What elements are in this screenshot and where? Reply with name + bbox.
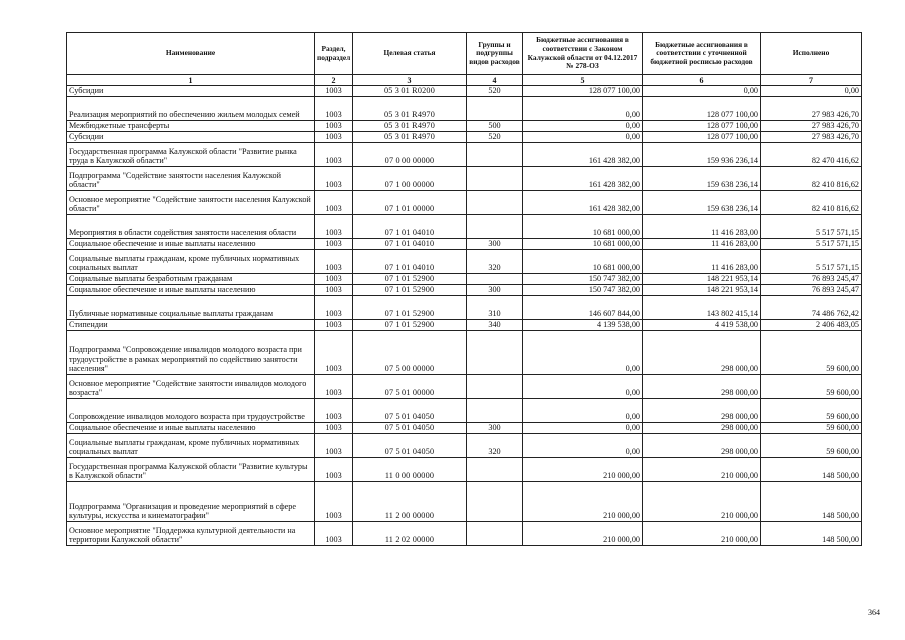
cell-name: Мероприятия в области содействия занятости населения области bbox=[67, 215, 315, 239]
header-razdel: Раздел, подраздел bbox=[315, 33, 353, 75]
cell-ispolneno: 5 517 571,15 bbox=[761, 250, 862, 274]
table-row bbox=[67, 375, 862, 399]
cell-assign-spec: 298 000,00 bbox=[643, 399, 761, 423]
cell-celevaya: 05 3 01 R4970 bbox=[353, 132, 467, 143]
cell-assign-spec: 159 638 236,14 bbox=[643, 191, 761, 215]
cell-assign-law: 128 077 100,00 bbox=[523, 86, 643, 97]
cell-ispolneno: 2 406 483,05 bbox=[761, 320, 862, 331]
cell-ispolneno: 59 600,00 bbox=[761, 375, 862, 399]
cell-ispolneno: 76 893 245,47 bbox=[761, 285, 862, 296]
column-number: 2 bbox=[315, 75, 353, 86]
header-name: Наименование bbox=[67, 33, 315, 75]
cell-celevaya: 07 1 01 04010 bbox=[353, 239, 467, 250]
cell-gruppa bbox=[467, 375, 523, 399]
table-row bbox=[67, 482, 862, 522]
cell-name: Социальное обеспечение и иные выплаты населению bbox=[67, 239, 315, 250]
cell-assign-law: 150 747 382,00 bbox=[523, 285, 643, 296]
cell-assign-spec: 148 221 953,14 bbox=[643, 274, 761, 285]
cell-assign-spec: 11 416 283,00 bbox=[643, 215, 761, 239]
cell-gruppa: 340 bbox=[467, 320, 523, 331]
cell-assign-spec: 128 077 100,00 bbox=[643, 97, 761, 121]
cell-gruppa bbox=[467, 331, 523, 375]
table-row bbox=[67, 331, 862, 375]
cell-ispolneno: 82 410 816,62 bbox=[761, 191, 862, 215]
cell-razdel: 1003 bbox=[315, 215, 353, 239]
column-number: 7 bbox=[761, 75, 862, 86]
cell-gruppa bbox=[467, 399, 523, 423]
cell-gruppa: 520 bbox=[467, 132, 523, 143]
cell-assign-spec: 128 077 100,00 bbox=[643, 121, 761, 132]
cell-gruppa bbox=[467, 458, 523, 482]
cell-celevaya: 07 1 01 04010 bbox=[353, 215, 467, 239]
cell-name: Социальные выплаты безработным гражданам bbox=[67, 274, 315, 285]
cell-assign-spec: 159 638 236,14 bbox=[643, 167, 761, 191]
cell-name: Субсидии bbox=[67, 132, 315, 143]
cell-gruppa bbox=[467, 143, 523, 167]
cell-razdel: 1003 bbox=[315, 285, 353, 296]
table-row bbox=[67, 97, 862, 121]
cell-assign-law: 0,00 bbox=[523, 375, 643, 399]
cell-assign-law: 4 139 538,00 bbox=[523, 320, 643, 331]
cell-name: Сопровождение инвалидов молодого возраста при трудоустройстве bbox=[67, 399, 315, 423]
cell-ispolneno: 76 893 245,47 bbox=[761, 274, 862, 285]
cell-name: Основное мероприятие "Содействие занятости населения Калужской области" bbox=[67, 191, 315, 215]
table-row bbox=[67, 434, 862, 458]
cell-razdel: 1003 bbox=[315, 97, 353, 121]
cell-celevaya: 07 5 01 04050 bbox=[353, 434, 467, 458]
header-ispolneno: Исполнено bbox=[761, 33, 862, 75]
table-row bbox=[67, 191, 862, 215]
header-row bbox=[67, 33, 862, 75]
cell-gruppa bbox=[467, 215, 523, 239]
cell-name: Стипендии bbox=[67, 320, 315, 331]
cell-celevaya: 07 5 00 00000 bbox=[353, 331, 467, 375]
header-gruppy: Группы и подгруппы видов расходов bbox=[467, 33, 523, 75]
cell-razdel: 1003 bbox=[315, 399, 353, 423]
cell-assign-spec: 143 802 415,14 bbox=[643, 296, 761, 320]
cell-assign-spec: 298 000,00 bbox=[643, 423, 761, 434]
cell-celevaya: 07 5 01 04050 bbox=[353, 423, 467, 434]
cell-name: Основное мероприятие "Содействие занятости инвалидов молодого возраста" bbox=[67, 375, 315, 399]
table-row bbox=[67, 399, 862, 423]
cell-assign-spec: 298 000,00 bbox=[643, 434, 761, 458]
cell-name: Государственная программа Калужской области "Развитие культуры в Калужской области" bbox=[67, 458, 315, 482]
cell-ispolneno: 27 983 426,70 bbox=[761, 121, 862, 132]
cell-ispolneno: 59 600,00 bbox=[761, 423, 862, 434]
column-number-row bbox=[67, 75, 862, 86]
cell-gruppa: 300 bbox=[467, 423, 523, 434]
cell-celevaya: 07 1 01 52900 bbox=[353, 296, 467, 320]
cell-assign-law: 210 000,00 bbox=[523, 482, 643, 522]
cell-celevaya: 05 3 01 R0200 bbox=[353, 86, 467, 97]
cell-razdel: 1003 bbox=[315, 239, 353, 250]
cell-assign-spec: 4 419 538,00 bbox=[643, 320, 761, 331]
table-row bbox=[67, 285, 862, 296]
table-row bbox=[67, 86, 862, 97]
table-row bbox=[67, 215, 862, 239]
cell-ispolneno: 148 500,00 bbox=[761, 522, 862, 546]
cell-celevaya: 07 5 01 04050 bbox=[353, 399, 467, 423]
cell-razdel: 1003 bbox=[315, 167, 353, 191]
cell-assign-law: 210 000,00 bbox=[523, 522, 643, 546]
cell-celevaya: 07 1 01 52900 bbox=[353, 274, 467, 285]
cell-gruppa: 500 bbox=[467, 121, 523, 132]
cell-assign-spec: 210 000,00 bbox=[643, 458, 761, 482]
cell-gruppa bbox=[467, 97, 523, 121]
cell-assign-law: 161 428 382,00 bbox=[523, 167, 643, 191]
cell-gruppa: 300 bbox=[467, 239, 523, 250]
table-row bbox=[67, 250, 862, 274]
table-row bbox=[67, 320, 862, 331]
table-row bbox=[67, 132, 862, 143]
cell-ispolneno: 74 486 762,42 bbox=[761, 296, 862, 320]
cell-name: Социальное обеспечение и иные выплаты населению bbox=[67, 423, 315, 434]
cell-razdel: 1003 bbox=[315, 331, 353, 375]
column-number: 1 bbox=[67, 75, 315, 86]
cell-razdel: 1003 bbox=[315, 458, 353, 482]
cell-name: Подпрограмма "Организация и проведение мероприятий в сфере культуры, искусства и кинематографии" bbox=[67, 482, 315, 522]
cell-name: Подпрограмма "Сопровождение инвалидов молодого возраста при трудоустройстве в рамках мероприятий по содействию занятости населения" bbox=[67, 331, 315, 375]
cell-ispolneno: 0,00 bbox=[761, 86, 862, 97]
cell-ispolneno: 59 600,00 bbox=[761, 434, 862, 458]
cell-assign-law: 146 607 844,00 bbox=[523, 296, 643, 320]
cell-celevaya: 07 1 01 52900 bbox=[353, 320, 467, 331]
cell-assign-law: 161 428 382,00 bbox=[523, 143, 643, 167]
table-row bbox=[67, 296, 862, 320]
cell-name: Межбюджетные трансферты bbox=[67, 121, 315, 132]
cell-assign-law: 0,00 bbox=[523, 434, 643, 458]
cell-name: Социальные выплаты гражданам, кроме публичных нормативных социальных выплат bbox=[67, 434, 315, 458]
cell-celevaya: 07 1 01 04010 bbox=[353, 250, 467, 274]
cell-razdel: 1003 bbox=[315, 191, 353, 215]
cell-assign-law: 10 681 000,00 bbox=[523, 215, 643, 239]
cell-celevaya: 07 5 01 00000 bbox=[353, 375, 467, 399]
column-number: 6 bbox=[643, 75, 761, 86]
cell-ispolneno: 148 500,00 bbox=[761, 482, 862, 522]
cell-ispolneno: 59 600,00 bbox=[761, 331, 862, 375]
cell-assign-spec: 11 416 283,00 bbox=[643, 239, 761, 250]
cell-assign-law: 0,00 bbox=[523, 97, 643, 121]
cell-celevaya: 07 1 00 00000 bbox=[353, 167, 467, 191]
cell-celevaya: 07 0 00 00000 bbox=[353, 143, 467, 167]
cell-gruppa: 310 bbox=[467, 296, 523, 320]
cell-name: Публичные нормативные социальные выплаты гражданам bbox=[67, 296, 315, 320]
cell-assign-law: 0,00 bbox=[523, 331, 643, 375]
cell-assign-law: 0,00 bbox=[523, 132, 643, 143]
cell-gruppa: 320 bbox=[467, 250, 523, 274]
cell-assign-spec: 298 000,00 bbox=[643, 331, 761, 375]
cell-razdel: 1003 bbox=[315, 320, 353, 331]
budget-table bbox=[66, 32, 862, 546]
cell-celevaya: 05 3 01 R4970 bbox=[353, 97, 467, 121]
header-assign-spec: Бюджетные ассигнования в соответствии с уточненной бюджетной росписью расходов bbox=[643, 33, 761, 75]
column-number: 4 bbox=[467, 75, 523, 86]
table-row bbox=[67, 121, 862, 132]
cell-ispolneno: 59 600,00 bbox=[761, 399, 862, 423]
cell-celevaya: 05 3 01 R4970 bbox=[353, 121, 467, 132]
cell-assign-spec: 210 000,00 bbox=[643, 522, 761, 546]
cell-razdel: 1003 bbox=[315, 143, 353, 167]
cell-razdel: 1003 bbox=[315, 121, 353, 132]
cell-name: Реализация мероприятий по обеспечению жильем молодых семей bbox=[67, 97, 315, 121]
table-row bbox=[67, 143, 862, 167]
cell-assign-law: 150 747 382,00 bbox=[523, 274, 643, 285]
table-row bbox=[67, 423, 862, 434]
table-row bbox=[67, 458, 862, 482]
cell-assign-law: 0,00 bbox=[523, 121, 643, 132]
column-number: 5 bbox=[523, 75, 643, 86]
cell-ispolneno: 27 983 426,70 bbox=[761, 132, 862, 143]
cell-ispolneno: 148 500,00 bbox=[761, 458, 862, 482]
cell-gruppa: 520 bbox=[467, 86, 523, 97]
cell-razdel: 1003 bbox=[315, 423, 353, 434]
cell-name: Основное мероприятие "Поддержка культурной деятельности на территории Калужской области" bbox=[67, 522, 315, 546]
cell-assign-spec: 148 221 953,14 bbox=[643, 285, 761, 296]
cell-name: Подпрограмма "Содействие занятости населения Калужской области" bbox=[67, 167, 315, 191]
cell-razdel: 1003 bbox=[315, 132, 353, 143]
cell-gruppa bbox=[467, 482, 523, 522]
cell-assign-spec: 298 000,00 bbox=[643, 375, 761, 399]
cell-name: Государственная программа Калужской области "Развитие рынка труда в Калужской области" bbox=[67, 143, 315, 167]
cell-name: Субсидии bbox=[67, 86, 315, 97]
cell-razdel: 1003 bbox=[315, 522, 353, 546]
cell-gruppa: 300 bbox=[467, 285, 523, 296]
cell-celevaya: 11 0 00 00000 bbox=[353, 458, 467, 482]
cell-ispolneno: 27 983 426,70 bbox=[761, 97, 862, 121]
cell-ispolneno: 5 517 571,15 bbox=[761, 215, 862, 239]
cell-razdel: 1003 bbox=[315, 274, 353, 285]
cell-assign-law: 0,00 bbox=[523, 399, 643, 423]
header-assign-law: Бюджетные ассигнования в соответствии с Законом Калужской области от 04.12.2017 № 278-ОЗ bbox=[523, 33, 643, 75]
table-row bbox=[67, 167, 862, 191]
cell-assign-spec: 210 000,00 bbox=[643, 482, 761, 522]
cell-celevaya: 11 2 02 00000 bbox=[353, 522, 467, 546]
cell-gruppa: 320 bbox=[467, 434, 523, 458]
cell-ispolneno: 82 410 816,62 bbox=[761, 167, 862, 191]
cell-razdel: 1003 bbox=[315, 86, 353, 97]
table-row bbox=[67, 522, 862, 546]
cell-name: Социальное обеспечение и иные выплаты населению bbox=[67, 285, 315, 296]
cell-assign-spec: 11 416 283,00 bbox=[643, 250, 761, 274]
cell-celevaya: 07 1 01 00000 bbox=[353, 191, 467, 215]
cell-assign-spec: 0,00 bbox=[643, 86, 761, 97]
cell-assign-law: 210 000,00 bbox=[523, 458, 643, 482]
cell-ispolneno: 82 470 416,62 bbox=[761, 143, 862, 167]
cell-celevaya: 11 2 00 00000 bbox=[353, 482, 467, 522]
table-body bbox=[67, 86, 862, 546]
cell-razdel: 1003 bbox=[315, 296, 353, 320]
cell-assign-law: 10 681 000,00 bbox=[523, 239, 643, 250]
page-number: 364 bbox=[868, 608, 880, 617]
cell-name: Социальные выплаты гражданам, кроме публичных нормативных социальных выплат bbox=[67, 250, 315, 274]
cell-gruppa bbox=[467, 274, 523, 285]
cell-razdel: 1003 bbox=[315, 250, 353, 274]
header-celevaya: Целевая статья bbox=[353, 33, 467, 75]
cell-assign-spec: 128 077 100,00 bbox=[643, 132, 761, 143]
cell-assign-spec: 159 936 236,14 bbox=[643, 143, 761, 167]
cell-gruppa bbox=[467, 191, 523, 215]
cell-gruppa bbox=[467, 522, 523, 546]
cell-assign-law: 0,00 bbox=[523, 423, 643, 434]
table-row bbox=[67, 239, 862, 250]
cell-assign-law: 10 681 000,00 bbox=[523, 250, 643, 274]
table-row bbox=[67, 274, 862, 285]
cell-razdel: 1003 bbox=[315, 482, 353, 522]
cell-celevaya: 07 1 01 52900 bbox=[353, 285, 467, 296]
column-number: 3 bbox=[353, 75, 467, 86]
cell-razdel: 1003 bbox=[315, 375, 353, 399]
cell-assign-law: 161 428 382,00 bbox=[523, 191, 643, 215]
cell-razdel: 1003 bbox=[315, 434, 353, 458]
cell-gruppa bbox=[467, 167, 523, 191]
cell-ispolneno: 5 517 571,15 bbox=[761, 239, 862, 250]
